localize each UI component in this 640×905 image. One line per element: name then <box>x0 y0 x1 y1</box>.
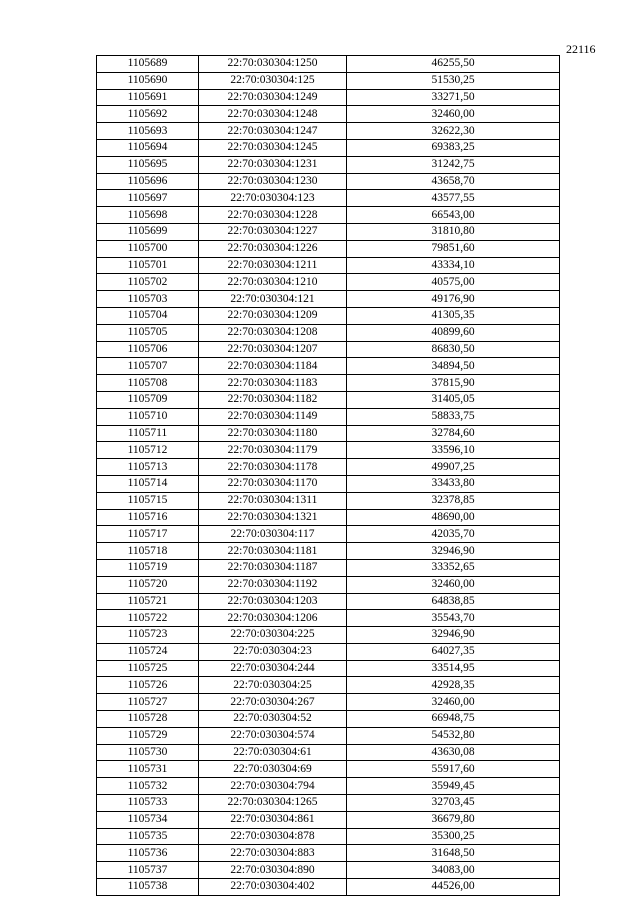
table-row <box>97 610 560 627</box>
table-row <box>97 240 560 257</box>
cadastral-number-cell: 22:70:030304:794 <box>199 778 347 795</box>
value-cell: 49907,25 <box>347 459 560 476</box>
row-number-cell: 1105729 <box>97 727 199 744</box>
table-row <box>97 156 560 173</box>
value-cell: 49176,90 <box>347 291 560 308</box>
row-number-cell: 1105732 <box>97 778 199 795</box>
value-cell: 31810,80 <box>347 223 560 240</box>
value-cell: 32460,00 <box>347 694 560 711</box>
table-row <box>97 509 560 526</box>
cadastral-number-cell: 22:70:030304:52 <box>199 711 347 728</box>
cadastral-number-cell: 22:70:030304:123 <box>199 190 347 207</box>
cadastral-number-cell: 22:70:030304:1183 <box>199 375 347 392</box>
row-number-cell: 1105705 <box>97 324 199 341</box>
value-cell: 34894,50 <box>347 358 560 375</box>
row-number-cell: 1105738 <box>97 879 199 896</box>
row-number-cell: 1105690 <box>97 72 199 89</box>
cadastral-number-cell: 22:70:030304:125 <box>199 72 347 89</box>
row-number-cell: 1105702 <box>97 274 199 291</box>
cadastral-number-cell: 22:70:030304:890 <box>199 862 347 879</box>
table-row <box>97 459 560 476</box>
row-number-cell: 1105730 <box>97 744 199 761</box>
table-row <box>97 207 560 224</box>
row-number-cell: 1105720 <box>97 576 199 593</box>
cadastral-number-cell: 22:70:030304:1192 <box>199 576 347 593</box>
table-row <box>97 274 560 291</box>
row-number-cell: 1105694 <box>97 139 199 156</box>
value-cell: 40575,00 <box>347 274 560 291</box>
table-row <box>97 173 560 190</box>
table-row <box>97 341 560 358</box>
value-cell: 36679,80 <box>347 811 560 828</box>
value-cell: 32703,45 <box>347 795 560 812</box>
row-number-cell: 1105736 <box>97 845 199 862</box>
table-row <box>97 559 560 576</box>
row-number-cell: 1105734 <box>97 811 199 828</box>
row-number-cell: 1105691 <box>97 89 199 106</box>
cadastral-number-cell: 22:70:030304:1211 <box>199 257 347 274</box>
value-cell: 34083,00 <box>347 862 560 879</box>
row-number-cell: 1105731 <box>97 761 199 778</box>
table-row <box>97 190 560 207</box>
value-cell: 55917,60 <box>347 761 560 778</box>
value-cell: 43658,70 <box>347 173 560 190</box>
row-number-cell: 1105735 <box>97 828 199 845</box>
value-cell: 51530,25 <box>347 72 560 89</box>
cadastral-number-cell: 22:70:030304:1170 <box>199 475 347 492</box>
cadastral-number-cell: 22:70:030304:1181 <box>199 543 347 560</box>
row-number-cell: 1105708 <box>97 375 199 392</box>
value-cell: 43334,10 <box>347 257 560 274</box>
value-cell: 33271,50 <box>347 89 560 106</box>
value-cell: 42035,70 <box>347 526 560 543</box>
value-cell: 33596,10 <box>347 442 560 459</box>
row-number-cell: 1105700 <box>97 240 199 257</box>
table-row <box>97 89 560 106</box>
value-cell: 44526,00 <box>347 879 560 896</box>
row-number-cell: 1105692 <box>97 106 199 123</box>
row-number-cell: 1105714 <box>97 475 199 492</box>
row-number-cell: 1105709 <box>97 391 199 408</box>
value-cell: 40899,60 <box>347 324 560 341</box>
cadastral-number-cell: 22:70:030304:1250 <box>199 56 347 73</box>
value-cell: 32460,00 <box>347 106 560 123</box>
value-cell: 79851,60 <box>347 240 560 257</box>
value-cell: 41305,35 <box>347 307 560 324</box>
table-row <box>97 627 560 644</box>
value-cell: 32378,85 <box>347 492 560 509</box>
cadastral-number-cell: 22:70:030304:61 <box>199 744 347 761</box>
table-row <box>97 425 560 442</box>
table-row <box>97 694 560 711</box>
cadastral-number-cell: 22:70:030304:1227 <box>199 223 347 240</box>
table-row <box>97 795 560 812</box>
cadastral-number-cell: 22:70:030304:267 <box>199 694 347 711</box>
row-number-cell: 1105713 <box>97 459 199 476</box>
cadastral-number-cell: 22:70:030304:1187 <box>199 559 347 576</box>
row-number-cell: 1105695 <box>97 156 199 173</box>
table-row <box>97 492 560 509</box>
row-number-cell: 1105723 <box>97 627 199 644</box>
table-row <box>97 677 560 694</box>
cadastral-number-cell: 22:70:030304:1178 <box>199 459 347 476</box>
cadastral-number-cell: 22:70:030304:1179 <box>199 442 347 459</box>
table-row <box>97 593 560 610</box>
value-cell: 33514,95 <box>347 660 560 677</box>
row-number-cell: 1105693 <box>97 123 199 140</box>
table-row <box>97 727 560 744</box>
row-number-cell: 1105712 <box>97 442 199 459</box>
cadastral-number-cell: 22:70:030304:1230 <box>199 173 347 190</box>
table-row <box>97 106 560 123</box>
row-number-cell: 1105706 <box>97 341 199 358</box>
registry-table-body <box>97 56 560 896</box>
cadastral-number-cell: 22:70:030304:244 <box>199 660 347 677</box>
value-cell: 32622,30 <box>347 123 560 140</box>
value-cell: 32946,90 <box>347 627 560 644</box>
cadastral-number-cell: 22:70:030304:1228 <box>199 207 347 224</box>
cadastral-number-cell: 22:70:030304:1209 <box>199 307 347 324</box>
table-row <box>97 660 560 677</box>
table-row <box>97 307 560 324</box>
row-number-cell: 1105698 <box>97 207 199 224</box>
value-cell: 66543,00 <box>347 207 560 224</box>
value-cell: 46255,50 <box>347 56 560 73</box>
row-number-cell: 1105727 <box>97 694 199 711</box>
table-row <box>97 744 560 761</box>
cadastral-number-cell: 22:70:030304:1226 <box>199 240 347 257</box>
value-cell: 86830,50 <box>347 341 560 358</box>
row-number-cell: 1105726 <box>97 677 199 694</box>
row-number-cell: 1105715 <box>97 492 199 509</box>
value-cell: 43630,08 <box>347 744 560 761</box>
value-cell: 33352,65 <box>347 559 560 576</box>
table-row <box>97 324 560 341</box>
table-row <box>97 257 560 274</box>
row-number-cell: 1105722 <box>97 610 199 627</box>
cadastral-number-cell: 22:70:030304:878 <box>199 828 347 845</box>
cadastral-number-cell: 22:70:030304:1245 <box>199 139 347 156</box>
table-row <box>97 375 560 392</box>
row-number-cell: 1105703 <box>97 291 199 308</box>
value-cell: 64027,35 <box>347 643 560 660</box>
row-number-cell: 1105716 <box>97 509 199 526</box>
row-number-cell: 1105707 <box>97 358 199 375</box>
value-cell: 31242,75 <box>347 156 560 173</box>
cadastral-number-cell: 22:70:030304:1203 <box>199 593 347 610</box>
cadastral-number-cell: 22:70:030304:1208 <box>199 324 347 341</box>
table-row <box>97 123 560 140</box>
cadastral-number-cell: 22:70:030304:1231 <box>199 156 347 173</box>
cadastral-number-cell: 22:70:030304:1265 <box>199 795 347 812</box>
cadastral-number-cell: 22:70:030304:1210 <box>199 274 347 291</box>
table-row <box>97 391 560 408</box>
value-cell: 33433,80 <box>347 475 560 492</box>
table-row <box>97 475 560 492</box>
cadastral-number-cell: 22:70:030304:883 <box>199 845 347 862</box>
row-number-cell: 1105733 <box>97 795 199 812</box>
row-number-cell: 1105696 <box>97 173 199 190</box>
table-row <box>97 845 560 862</box>
cadastral-number-cell: 22:70:030304:25 <box>199 677 347 694</box>
table-row <box>97 56 560 73</box>
cadastral-number-cell: 22:70:030304:121 <box>199 291 347 308</box>
cadastral-number-cell: 22:70:030304:1206 <box>199 610 347 627</box>
table-row <box>97 879 560 896</box>
value-cell: 35543,70 <box>347 610 560 627</box>
cadastral-number-cell: 22:70:030304:574 <box>199 727 347 744</box>
table-row <box>97 139 560 156</box>
value-cell: 42928,35 <box>347 677 560 694</box>
value-cell: 58833,75 <box>347 408 560 425</box>
cadastral-number-cell: 22:70:030304:1182 <box>199 391 347 408</box>
cadastral-number-cell: 22:70:030304:1248 <box>199 106 347 123</box>
table-row <box>97 543 560 560</box>
value-cell: 31648,50 <box>347 845 560 862</box>
row-number-cell: 1105721 <box>97 593 199 610</box>
page-number: 22116 <box>566 42 596 56</box>
cadastral-number-cell: 22:70:030304:1321 <box>199 509 347 526</box>
table-row <box>97 442 560 459</box>
cadastral-number-cell: 22:70:030304:1249 <box>199 89 347 106</box>
row-number-cell: 1105704 <box>97 307 199 324</box>
value-cell: 66948,75 <box>347 711 560 728</box>
table-row <box>97 72 560 89</box>
table-row <box>97 408 560 425</box>
value-cell: 54532,80 <box>347 727 560 744</box>
cadastral-number-cell: 22:70:030304:402 <box>199 879 347 896</box>
table-row <box>97 761 560 778</box>
row-number-cell: 1105737 <box>97 862 199 879</box>
row-number-cell: 1105718 <box>97 543 199 560</box>
table-row <box>97 711 560 728</box>
table-row <box>97 778 560 795</box>
table-row <box>97 828 560 845</box>
cadastral-number-cell: 22:70:030304:1149 <box>199 408 347 425</box>
row-number-cell: 1105697 <box>97 190 199 207</box>
table-row <box>97 811 560 828</box>
cadastral-number-cell: 22:70:030304:1180 <box>199 425 347 442</box>
value-cell: 64838,85 <box>347 593 560 610</box>
value-cell: 35300,25 <box>347 828 560 845</box>
row-number-cell: 1105725 <box>97 660 199 677</box>
row-number-cell: 1105717 <box>97 526 199 543</box>
cadastral-number-cell: 22:70:030304:225 <box>199 627 347 644</box>
value-cell: 32460,00 <box>347 576 560 593</box>
row-number-cell: 1105719 <box>97 559 199 576</box>
row-number-cell: 1105710 <box>97 408 199 425</box>
row-number-cell: 1105689 <box>97 56 199 73</box>
row-number-cell: 1105724 <box>97 643 199 660</box>
row-number-cell: 1105701 <box>97 257 199 274</box>
cadastral-number-cell: 22:70:030304:1207 <box>199 341 347 358</box>
table-row <box>97 576 560 593</box>
cadastral-number-cell: 22:70:030304:1184 <box>199 358 347 375</box>
row-number-cell: 1105711 <box>97 425 199 442</box>
cadastral-number-cell: 22:70:030304:861 <box>199 811 347 828</box>
registry-table <box>96 55 560 896</box>
cadastral-number-cell: 22:70:030304:1247 <box>199 123 347 140</box>
value-cell: 48690,00 <box>347 509 560 526</box>
cadastral-number-cell: 22:70:030304:69 <box>199 761 347 778</box>
value-cell: 31405,05 <box>347 391 560 408</box>
value-cell: 35949,45 <box>347 778 560 795</box>
table-row <box>97 526 560 543</box>
cadastral-number-cell: 22:70:030304:23 <box>199 643 347 660</box>
table-row <box>97 643 560 660</box>
value-cell: 32946,90 <box>347 543 560 560</box>
value-cell: 32784,60 <box>347 425 560 442</box>
table-row <box>97 358 560 375</box>
table-row <box>97 291 560 308</box>
table-row <box>97 223 560 240</box>
value-cell: 37815,90 <box>347 375 560 392</box>
value-cell: 69383,25 <box>347 139 560 156</box>
cadastral-number-cell: 22:70:030304:1311 <box>199 492 347 509</box>
value-cell: 43577,55 <box>347 190 560 207</box>
cadastral-number-cell: 22:70:030304:117 <box>199 526 347 543</box>
table-row <box>97 862 560 879</box>
row-number-cell: 1105728 <box>97 711 199 728</box>
row-number-cell: 1105699 <box>97 223 199 240</box>
